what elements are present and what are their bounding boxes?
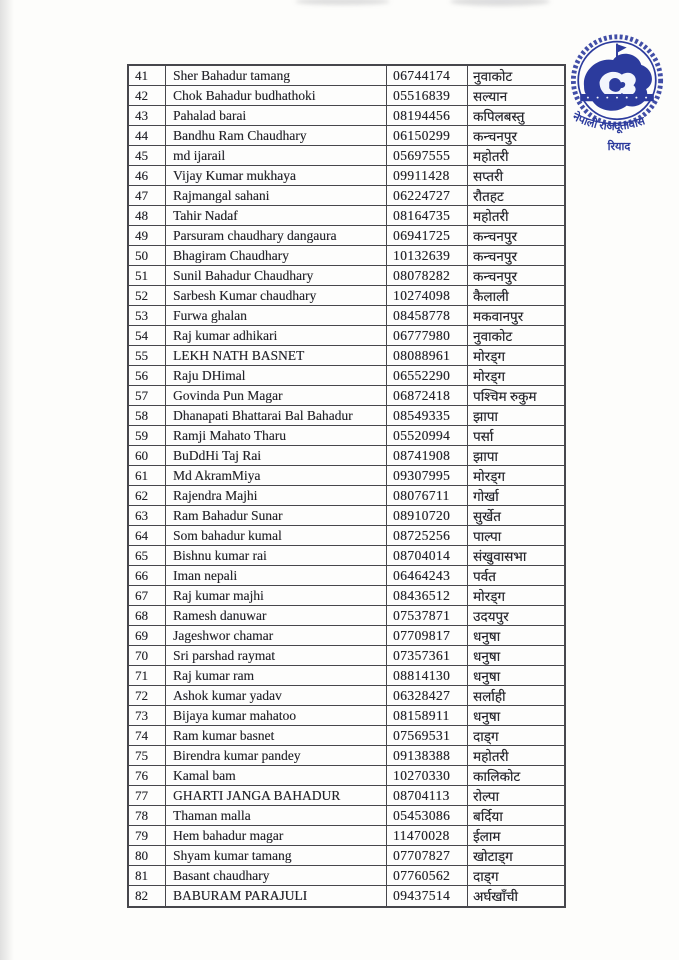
id-cell: 07760562: [387, 866, 468, 886]
district-cell: पर्सा: [468, 426, 564, 446]
serial-cell: 44: [129, 126, 166, 146]
district-cell: बर्दिया: [468, 806, 564, 826]
id-cell: 08436512: [387, 586, 468, 606]
district-cell: रोल्पा: [468, 786, 564, 806]
district-cell: महोतरी: [468, 746, 564, 766]
name-cell: Sunil Bahadur Chaudhary: [166, 266, 387, 286]
district-cell: कपिलबस्तु: [468, 106, 564, 126]
serial-cell: 81: [129, 866, 166, 886]
district-cell: मकवानपुर: [468, 306, 564, 326]
id-cell: 08704014: [387, 546, 468, 566]
serial-cell: 73: [129, 706, 166, 726]
id-cell: 09138388: [387, 746, 468, 766]
serial-cell: 41: [129, 66, 166, 86]
name-cell: Ramji Mahato Tharu: [166, 426, 387, 446]
name-cell: Kamal bam: [166, 766, 387, 786]
id-cell: 06941725: [387, 226, 468, 246]
serial-cell: 78: [129, 806, 166, 826]
serial-cell: 55: [129, 346, 166, 366]
serial-cell: 67: [129, 586, 166, 606]
id-cell: 05453086: [387, 806, 468, 826]
serial-cell: 60: [129, 446, 166, 466]
name-cell: Hem bahadur magar: [166, 826, 387, 846]
name-cell: Birendra kumar pandey: [166, 746, 387, 766]
id-cell: 08704113: [387, 786, 468, 806]
district-cell: ईलाम: [468, 826, 564, 846]
district-cell: सुर्खेत: [468, 506, 564, 526]
district-cell: महोतरी: [468, 146, 564, 166]
serial-cell: 59: [129, 426, 166, 446]
serial-cell: 58: [129, 406, 166, 426]
name-cell: Raju DHimal: [166, 366, 387, 386]
district-cell: पाल्पा: [468, 526, 564, 546]
seal-arc-text: नेपाली राजदूतावास: [570, 111, 647, 134]
id-cell: 08910720: [387, 506, 468, 526]
name-cell: Ram kumar basnet: [166, 726, 387, 746]
name-cell: Raj kumar majhi: [166, 586, 387, 606]
scan-artifact: [295, 0, 390, 5]
district-cell: पर्वत: [468, 566, 564, 586]
id-cell: 07537871: [387, 606, 468, 626]
id-cell: 08725256: [387, 526, 468, 546]
embassy-seal-graphic: [558, 30, 676, 158]
district-cell: झापा: [468, 446, 564, 466]
serial-cell: 80: [129, 846, 166, 866]
serial-cell: 49: [129, 226, 166, 246]
id-cell: 07357361: [387, 646, 468, 666]
id-cell: 08814130: [387, 666, 468, 686]
roster-table: [127, 64, 566, 908]
district-cell: धनुषा: [468, 646, 564, 666]
serial-cell: 45: [129, 146, 166, 166]
id-cell: 08741908: [387, 446, 468, 466]
name-cell: Tahir Nadaf: [166, 206, 387, 226]
district-cell: कन्चनपुर: [468, 226, 564, 246]
name-cell: Som bahadur kumal: [166, 526, 387, 546]
district-cell: मोरड्ग: [468, 366, 564, 386]
name-cell: Bhagiram Chaudhary: [166, 246, 387, 266]
id-cell: 10132639: [387, 246, 468, 266]
serial-cell: 62: [129, 486, 166, 506]
serial-cell: 74: [129, 726, 166, 746]
serial-cell: 51: [129, 266, 166, 286]
name-cell: Rajendra Majhi: [166, 486, 387, 506]
district-cell: कन्चनपुर: [468, 246, 564, 266]
id-cell: 09437514: [387, 886, 468, 906]
id-cell: 06744174: [387, 66, 468, 86]
id-cell: 10270330: [387, 766, 468, 786]
serial-cell: 79: [129, 826, 166, 846]
id-cell: 08194456: [387, 106, 468, 126]
id-cell: 08158911: [387, 706, 468, 726]
id-cell: 11470028: [387, 826, 468, 846]
name-cell: Raj kumar ram: [166, 666, 387, 686]
name-cell: Chok Bahadur budhathoki: [166, 86, 387, 106]
name-cell: Bijaya kumar mahatoo: [166, 706, 387, 726]
district-cell: धनुषा: [468, 626, 564, 646]
scan-artifact: [450, 0, 550, 6]
id-cell: 07707827: [387, 846, 468, 866]
district-cell: दाड्ग: [468, 726, 564, 746]
district-cell: पश्चिम रुकुम: [468, 386, 564, 406]
name-cell: Govinda Pun Magar: [166, 386, 387, 406]
serial-cell: 54: [129, 326, 166, 346]
serial-cell: 53: [129, 306, 166, 326]
serial-cell: 61: [129, 466, 166, 486]
district-cell: दाड्ग: [468, 866, 564, 886]
name-cell: Sarbesh Kumar chaudhary: [166, 286, 387, 306]
seal-city-text: रियाद: [607, 141, 631, 154]
serial-cell: 46: [129, 166, 166, 186]
name-cell: Sri parshad raymat: [166, 646, 387, 666]
name-cell: Ashok kumar yadav: [166, 686, 387, 706]
name-cell: Vijay Kumar mukhaya: [166, 166, 387, 186]
serial-cell: 68: [129, 606, 166, 626]
district-cell: मोरड्ग: [468, 586, 564, 606]
serial-cell: 75: [129, 746, 166, 766]
name-cell: Furwa ghalan: [166, 306, 387, 326]
id-cell: 05516839: [387, 86, 468, 106]
district-cell: महोतरी: [468, 206, 564, 226]
district-cell: संखुवासभा: [468, 546, 564, 566]
name-cell: Basant chaudhary: [166, 866, 387, 886]
id-cell: 07569531: [387, 726, 468, 746]
name-cell: BuDdHi Taj Rai: [166, 446, 387, 466]
serial-cell: 42: [129, 86, 166, 106]
name-cell: Bishnu kumar rai: [166, 546, 387, 566]
id-cell: 06224727: [387, 186, 468, 206]
district-cell: गोर्खा: [468, 486, 564, 506]
id-cell: 06777980: [387, 326, 468, 346]
district-cell: झापा: [468, 406, 564, 426]
id-cell: 08458778: [387, 306, 468, 326]
serial-cell: 71: [129, 666, 166, 686]
district-cell: धनुषा: [468, 666, 564, 686]
id-cell: 08088961: [387, 346, 468, 366]
name-cell: Ram Bahadur Sunar: [166, 506, 387, 526]
name-cell: Thaman malla: [166, 806, 387, 826]
district-cell: मोरड्ग: [468, 346, 564, 366]
id-cell: 08549335: [387, 406, 468, 426]
serial-cell: 70: [129, 646, 166, 666]
name-cell: Jageshwor chamar: [166, 626, 387, 646]
serial-cell: 64: [129, 526, 166, 546]
serial-cell: 76: [129, 766, 166, 786]
name-cell: md ijarail: [166, 146, 387, 166]
id-cell: 08078282: [387, 266, 468, 286]
id-cell: 06552290: [387, 366, 468, 386]
serial-cell: 69: [129, 626, 166, 646]
district-cell: कालिकोट: [468, 766, 564, 786]
name-cell: Rajmangal sahani: [166, 186, 387, 206]
serial-cell: 63: [129, 506, 166, 526]
name-cell: LEKH NATH BASNET: [166, 346, 387, 366]
serial-cell: 43: [129, 106, 166, 126]
district-cell: कन्चनपुर: [468, 266, 564, 286]
district-cell: उदयपुर: [468, 606, 564, 626]
district-cell: नुवाकोट: [468, 66, 564, 86]
id-cell: 07709817: [387, 626, 468, 646]
serial-cell: 52: [129, 286, 166, 306]
id-cell: 08076711: [387, 486, 468, 506]
id-cell: 08164735: [387, 206, 468, 226]
serial-cell: 77: [129, 786, 166, 806]
name-cell: Dhanapati Bhattarai Bal Bahadur: [166, 406, 387, 426]
name-cell: Raj kumar adhikari: [166, 326, 387, 346]
svg-text:नेपाली राजदूतावास: [570, 109, 647, 134]
name-cell: Sher Bahadur tamang: [166, 66, 387, 86]
name-cell: Ramesh danuwar: [166, 606, 387, 626]
name-cell: Md AkramMiya: [166, 466, 387, 486]
serial-cell: 57: [129, 386, 166, 406]
name-cell: BABURAM PARAJULI: [166, 886, 387, 906]
id-cell: 06872418: [387, 386, 468, 406]
id-cell: 05697555: [387, 146, 468, 166]
serial-cell: 47: [129, 186, 166, 206]
name-cell: Iman nepali: [166, 566, 387, 586]
id-cell: 06464243: [387, 566, 468, 586]
name-cell: Shyam kumar tamang: [166, 846, 387, 866]
serial-cell: 82: [129, 886, 166, 906]
name-cell: Pahalad barai: [166, 106, 387, 126]
district-cell: कन्चनपुर: [468, 126, 564, 146]
district-cell: रौतहट: [468, 186, 564, 206]
serial-cell: 65: [129, 546, 166, 566]
district-cell: खोटाड्ग: [468, 846, 564, 866]
district-cell: मोरड्ग: [468, 466, 564, 486]
embassy-seal-logo: [558, 30, 676, 158]
id-cell: 09307995: [387, 466, 468, 486]
district-cell: नुवाकोट: [468, 326, 564, 346]
serial-cell: 50: [129, 246, 166, 266]
serial-cell: 72: [129, 686, 166, 706]
id-cell: 05520994: [387, 426, 468, 446]
district-cell: सर्लाही: [468, 686, 564, 706]
name-cell: GHARTI JANGA BAHADUR: [166, 786, 387, 806]
district-cell: सप्तरी: [468, 166, 564, 186]
name-cell: Bandhu Ram Chaudhary: [166, 126, 387, 146]
serial-cell: 48: [129, 206, 166, 226]
id-cell: 06328427: [387, 686, 468, 706]
id-cell: 10274098: [387, 286, 468, 306]
serial-cell: 66: [129, 566, 166, 586]
district-cell: अर्घखाँची: [473, 889, 518, 904]
scan-edge-shadow: [0, 0, 14, 960]
name-cell: Parsuram chaudhary dangaura: [166, 226, 387, 246]
serial-cell: 56: [129, 366, 166, 386]
district-cell: धनुषा: [468, 706, 564, 726]
id-cell: 06150299: [387, 126, 468, 146]
district-cell: कैलाली: [468, 286, 564, 306]
id-cell: 09911428: [387, 166, 468, 186]
district-cell: सल्यान: [468, 86, 564, 106]
